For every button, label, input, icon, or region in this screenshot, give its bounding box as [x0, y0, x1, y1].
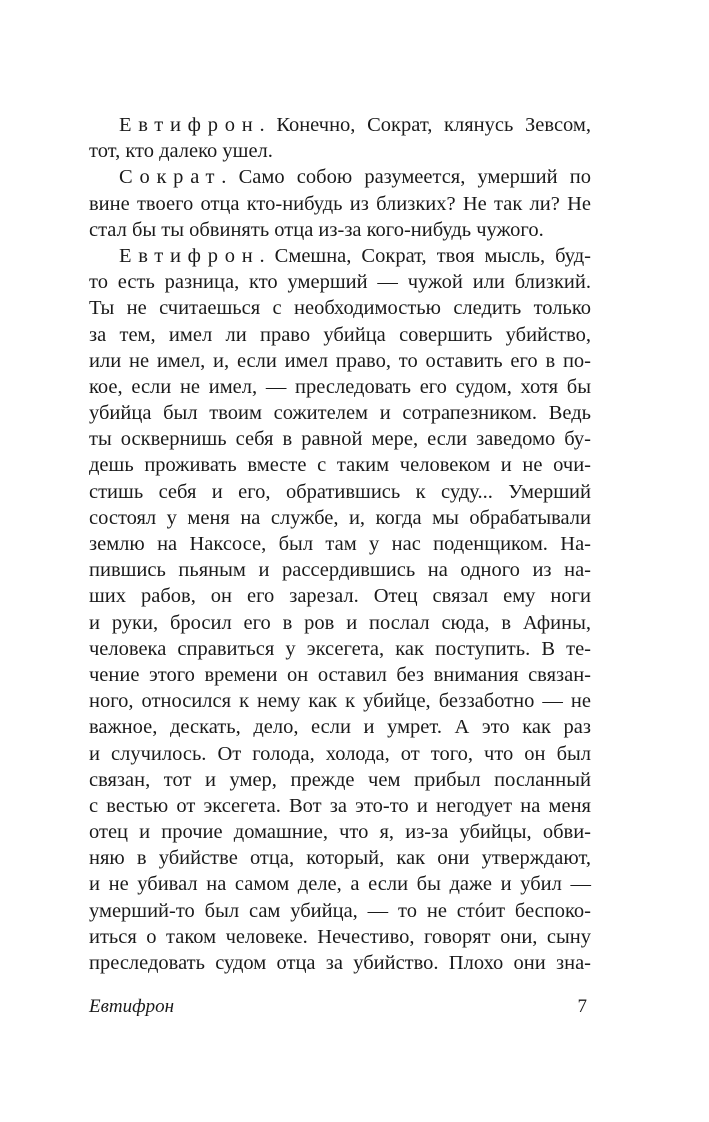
text-line: Евтифрон. Смешна, Сократ, твоя мысль, буд- [119, 244, 592, 267]
text-line: и случилось. От голода, холода, от того, что он был [89, 742, 591, 765]
speaker-name: Евтифрон [119, 114, 260, 136]
text-line: за тем, имел ли право убийца совершить убийство, [89, 323, 591, 346]
text-line: кое, если не имел, — преследовать его судом, хотя бы [89, 375, 591, 398]
text-line: и руки, бросил его в ров и послал сюда, в Афины, [89, 611, 591, 634]
text-line: или не имел, и, если имел право, то оставить его в по- [89, 349, 591, 372]
text-line: то есть разница, кто умерший — чужой или близкий. [89, 271, 591, 294]
text-line: убийца был твоим сожителем и сотрапезником. Ведь [89, 402, 591, 425]
text-line: важное, дескать, дело, если и умрет. А это как раз [89, 716, 591, 739]
text-line: ты осквернишь себя в равной мере, если заведомо бу- [89, 428, 591, 451]
text-line: преследовать судом отца за убийство. Плохо они зна- [89, 952, 591, 974]
text-line: ших рабов, он его зарезал. Отец связал ему ноги [89, 585, 591, 608]
text-line: отец и прочие домашние, что я, из-за убийцы, обви- [89, 821, 591, 844]
text-line: стал бы ты обвинять отца из-за кого-нибудь чужого. [89, 218, 544, 241]
text-line: состоял у меня на службе, и, когда мы обрабатывали [89, 506, 591, 529]
text-line: человека справиться у эксегета, как поступить. В те- [89, 637, 591, 660]
speaker-name: Сократ [119, 166, 222, 189]
text-line: стишь себя и его, обратившись к суду... Умерший [89, 480, 591, 503]
speaker-name: Евтифрон [119, 244, 260, 267]
body-text [89, 112, 591, 976]
text-line: и не убивал на самом деле, а если бы даже и убил — [89, 873, 591, 896]
page-footer [89, 993, 591, 1021]
text-line: связан, тот и умер, прежде чем прибыл посланный [89, 768, 591, 791]
text-line: Ты не считаешься с необходимостью следить только [89, 297, 591, 320]
text-line: Сократ. Само собою разумеется, умерший по [119, 166, 591, 189]
text-line: чение этого времени он оставил без внимания связан- [89, 663, 591, 686]
text-line: дешь проживать вместе с таким человеком и не очи- [89, 454, 591, 477]
text-line: вине твоего отца кто-нибудь из близких? Не так ли? Не [89, 192, 591, 215]
text-line: ного, относился к нему как к убийце, беззаботно — не [89, 690, 591, 713]
text-line: Евтифрон. Конечно, Сократ, клянусь Зевсом, [119, 114, 591, 136]
running-title: Евтифрон [89, 996, 174, 1017]
text-line: умерший-то был сам убийца, — то не стóит беспоко- [89, 899, 591, 922]
text-line: землю на Наксосе, был там у нас поденщиком. На- [89, 533, 591, 555]
text-line: иться о таком человеке. Нечестиво, говорят они, сыну [89, 925, 591, 948]
text-line: пившись пьяным и рассердившись на одного из на- [89, 559, 591, 582]
text-line: няю в убийстве отца, который, как они утверждают, [89, 847, 591, 870]
text-line: тот, кто далеко ушел. [89, 140, 273, 163]
text-line: с вестью от эксегета. Вот за это-то и негодует на меня [89, 794, 591, 817]
page-number: 7 [577, 996, 587, 1017]
